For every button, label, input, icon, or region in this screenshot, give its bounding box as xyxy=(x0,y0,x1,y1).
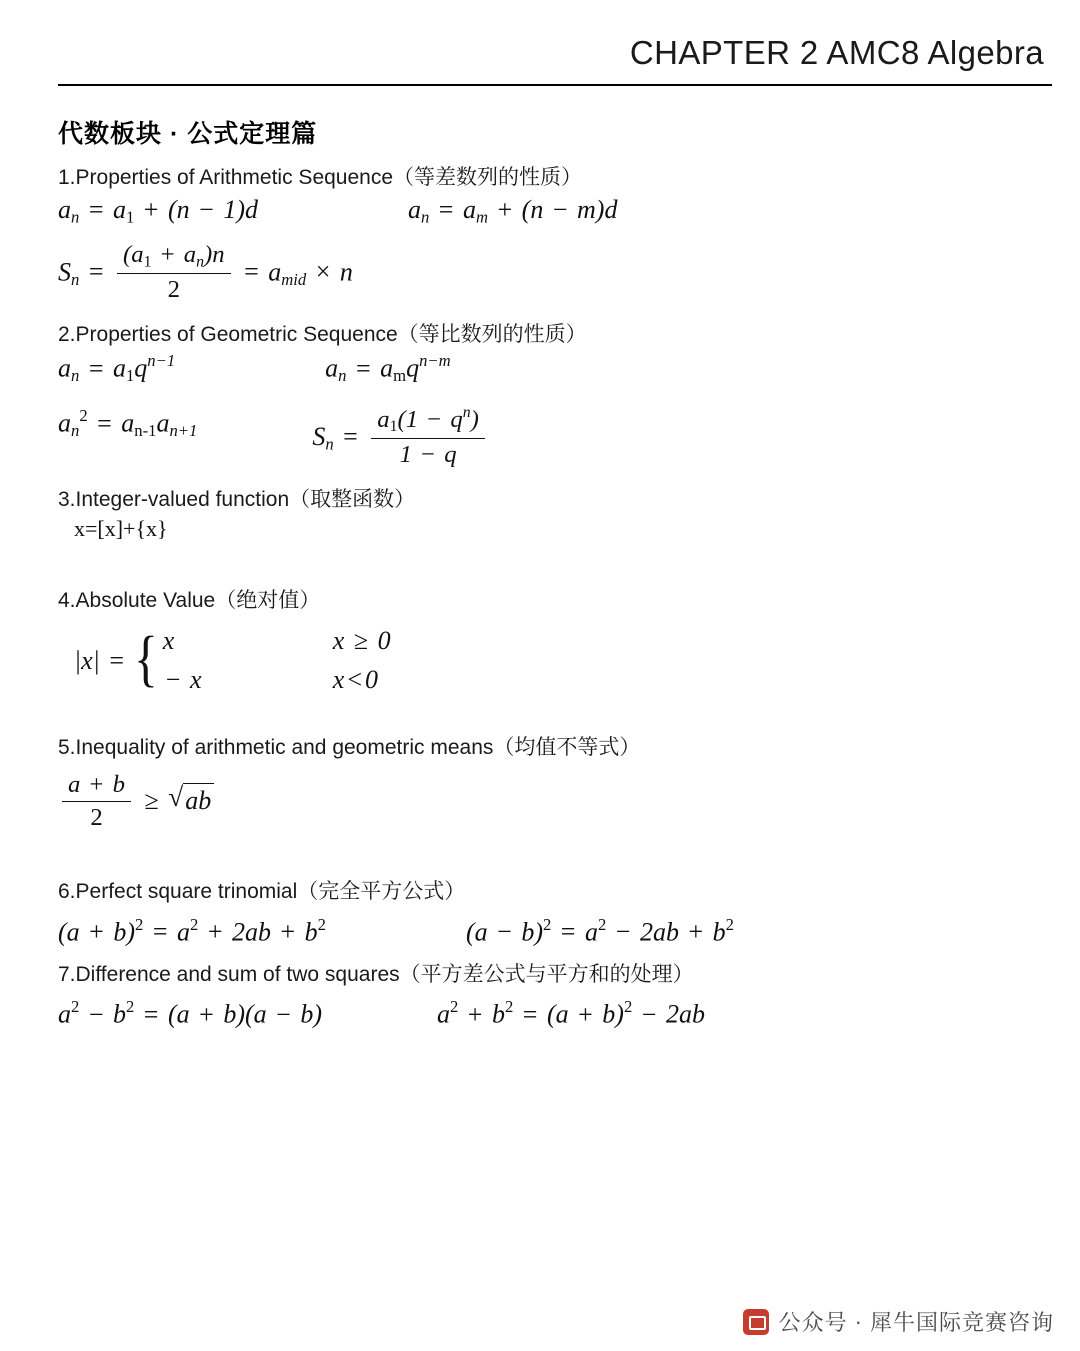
header-divider xyxy=(58,84,1052,86)
watermark xyxy=(743,1306,1054,1337)
item-perfect-square xyxy=(58,878,1052,906)
formula-row-5 xyxy=(58,772,1052,834)
formula-integer-decomposition: x=[x]+{x} xyxy=(74,516,168,542)
formula-row-7 xyxy=(58,997,1052,1030)
item-label-6: 6.Perfect square trinomial（完全平方公式） xyxy=(58,880,466,904)
item-am-gm-inequality xyxy=(58,734,1052,762)
formula-an-am: $a_n = a_m + (n - m)d$ xyxy=(407,195,618,227)
formula-sn-arithmetic: $S_n$ = $\frac{(a_1 + a_n)n}{2}$ = $a_{mid} \times n$ xyxy=(58,240,353,304)
formula-sn-geometric: $S_n$ = $\frac{a_1(1 - q^n)}{1 - q}$ xyxy=(312,406,489,472)
page-header xyxy=(28,0,1052,78)
item-label-4: 4.Absolute Value（绝对值） xyxy=(58,588,321,612)
formula-row-2b xyxy=(58,406,1052,472)
formula-square-difference: $(a - b)^2 = a^2 - 2ab + b^2$ xyxy=(465,914,734,946)
item-label-2: 2.Properties of Geometric Sequence（等比数列的性质） xyxy=(58,323,587,346)
formula-row-6 xyxy=(58,915,1052,948)
item-label-5: 5.Inequality of arithmetic and geometric means（均值不等式） xyxy=(58,735,641,759)
formula-sum-squares: $a^2 + b^2 = (a + b)^2 - 2ab$ xyxy=(436,997,705,1029)
formula-an-squared: $a_n^2 = a_{n-1}a_{n+1}$ xyxy=(58,406,198,441)
formula-row-3 xyxy=(74,516,1052,542)
formula-diff-squares: $a^2 - b^2 = (a + b)(a - b)$ xyxy=(58,997,322,1029)
formula-row-1b xyxy=(58,242,1052,307)
section-title: 代数板块 · 公式定理篇 xyxy=(58,120,318,148)
item-arithmetic-sequence xyxy=(58,164,1052,192)
item-geometric-sequence xyxy=(58,321,1052,349)
item-difference-of-squares xyxy=(58,961,1052,989)
wechat-logo-icon xyxy=(743,1309,769,1335)
item-label-3: 3.Integer-valued function（取整函数） xyxy=(58,488,416,512)
item-integer-function xyxy=(58,486,1052,514)
formula-square-sum: $(a + b)^2 = a^2 + 2ab + b^2$ xyxy=(58,914,326,946)
watermark-name: 犀牛国际竞赛咨询 xyxy=(869,1310,1054,1335)
item-label-1: 1.Properties of Arithmetic Sequence（等差数列的性质） xyxy=(58,166,583,189)
chapter-title: CHAPTER 2 AMC8 Algebra xyxy=(629,34,1044,71)
watermark-prefix: 公众号 xyxy=(778,1310,848,1335)
formula-row-2a xyxy=(58,351,1052,386)
formula-row-4 xyxy=(74,621,1052,699)
item-label-7: 7.Difference and sum of two squares（平方差公式与平方和的处理） xyxy=(58,963,694,987)
item-absolute-value xyxy=(58,587,1052,615)
formula-absolute-value: |x| = { x x ≥ 0 − x x < 0 xyxy=(74,625,391,695)
formula-an-geom-a1: $a_n = a_1q^{n-1}$ xyxy=(58,351,176,386)
formula-row-1a xyxy=(58,194,1052,228)
formula-an-geom-am: $a_n = a_mq^{n-m}$ xyxy=(325,351,451,386)
formula-an-a1: $a_n = a_1 + (n - 1)d$ xyxy=(58,195,258,227)
formula-am-gm: $\frac{a + b}{2}$ ≥ √ ab xyxy=(58,772,214,834)
watermark-separator: · xyxy=(854,1308,863,1334)
